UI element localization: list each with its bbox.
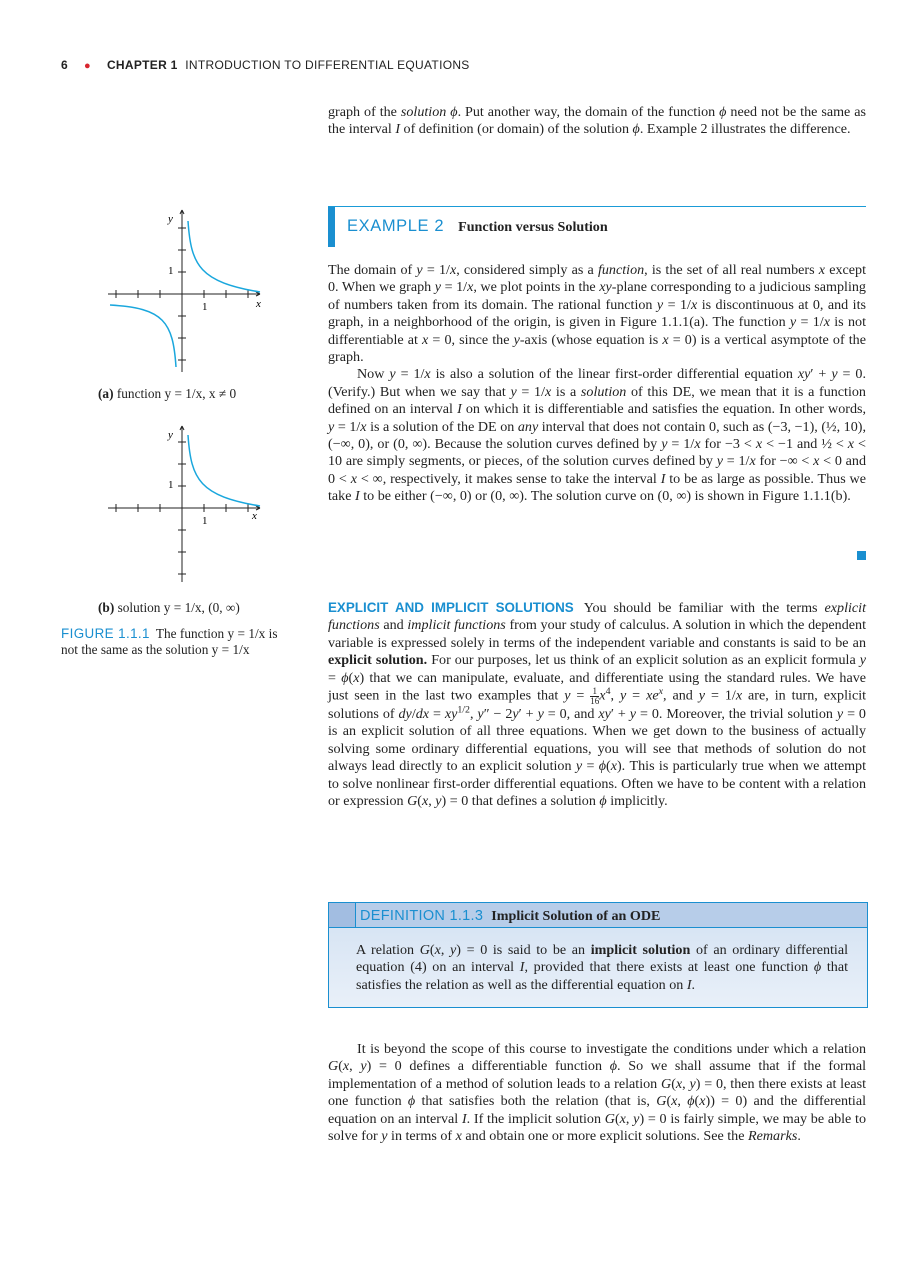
definition-accent-bar — [329, 903, 356, 927]
graph-solution-b — [100, 420, 280, 590]
figure-label: FIGURE 1.1.1 — [61, 626, 150, 641]
section-heading: EXPLICIT AND IMPLICIT SOLUTIONS — [328, 600, 574, 615]
figure-caption-text: The function y = 1/x is not the same as the solution y = 1/x — [61, 626, 278, 657]
page-number: 6 — [61, 58, 68, 72]
explicit-implicit-section: EXPLICIT AND IMPLICIT SOLUTIONS You should be familiar with the terms explicit functions and implicit functions from your study of calculus. A solution in which the dependent variable is expressed solely in terms of the independent variable and constants is said to be an explicit solution. For our purposes, let us think of an explicit solution as an explicit formula y = ϕ(x) that we can manipulate, evaluate, and differentiate using the standard rules. We have just seen in the last two examples that y = $\frac{1}{16}$ $x^4$, $y = xe^x$, and y = 1/x are, in turn, explicit solutions of $dy/dx = xy^{1/2}$, y″ − 2y′ + y = 0, and xy′ + y = 0. Moreover, the trivial solution y = 0 is an explicit solution of all three equations. When we get down to the business of actually solving some ordinary differential equations, you will see that methods of solution do not always lead directly to an explicit solution y = ϕ(x). This is particularly true when we attempt to solve nonlinear first-order differential equations. Often we have to be content with a relation or expression G(x, y) = 0 that defines a solution ϕ implicitly. — [328, 600, 867, 810]
tick-x-label: 1 — [202, 301, 208, 313]
caption-b — [98, 600, 240, 616]
running-header — [61, 58, 470, 72]
tick-y-label: 1 — [168, 265, 174, 277]
example-header — [328, 206, 866, 247]
caption-b-text: solution y = 1/x, (0, ∞) — [117, 600, 240, 615]
axis-x-label: x — [252, 510, 257, 522]
definition-header — [329, 903, 867, 928]
definition-label: DEFINITION 1.1.3 — [360, 908, 484, 924]
bullet-icon: ● — [83, 60, 91, 72]
curve-solution-branch — [188, 435, 260, 506]
figure-caption — [61, 626, 291, 658]
example-accent-bar — [328, 207, 335, 247]
chapter-label: CHAPTER 1 — [106, 58, 178, 72]
tick-y-label: 1 — [168, 479, 174, 491]
axis-x-label: x — [256, 298, 261, 310]
definition-title: Implicit Solution of an ODE — [491, 908, 661, 924]
definition-body: A relation G(x, y) = 0 is said to be an implicit solution of an ordinary differential equation (4) on an interval I, provided that there exists at least one function ϕ that satisfies the relation as well as the differential equation on I. — [356, 942, 848, 993]
tick-x-label: 1 — [202, 515, 208, 527]
caption-a — [98, 386, 236, 402]
example-title: Function versus Solution — [458, 219, 608, 235]
axis-y-label: y — [168, 429, 173, 441]
caption-a-tag: (a) — [98, 386, 114, 401]
caption-a-text: function y = 1/x, x ≠ 0 — [116, 386, 237, 401]
end-of-example-square — [857, 551, 866, 560]
example-body: The domain of y = 1/x, considered simply as a function, is the set of all real numbers x except 0. When we graph y = 1/x, we plot points in the xy-plane corresponding to a judicious sampling of numbers taken from its domain. The rational function y = 1/x is discontinuous at 0, and its graph, in a neighborhood of the origin, is given in Figure 1.1.1(a). The function y = 1/x is not differentiable at x = 0, since the y-axis (whose equation is x = 0) is a vertical asymptote of the graph. Now y = 1/x is also a solution of the linear first-order differential equation xy′ + y = 0. (Verify.) But when we say that y = 1/x is a solution of this DE, we mean that it is a function defined on an interval I on which it is differentiable and satisfies the equation. In other words, y = 1/x is a solution of the DE on any interval that does not contain 0, such as (−3, −1), (½, 10), (−∞, 0), or (0, ∞). Because the solution curves defined by y = 1/x for −3 < x < −1 and ½ < x < 10 are simply segments, or pieces, of the solution curves defined by y = 1/x for −∞ < x < 0 and 0 < x < ∞, respectively, it makes sense to take the interval I to be as large as possible. Thus we take I to be either (−∞, 0) or (0, ∞). The solution curve on (0, ∞) is shown in Figure 1.1.1(b). — [328, 262, 866, 505]
axis-y-label: y — [168, 213, 173, 225]
definition-box — [328, 902, 868, 1008]
curve-positive-branch — [188, 221, 260, 292]
curve-negative-branch — [110, 305, 176, 367]
intro-paragraph: graph of the solution ϕ. Put another way, the domain of the function ϕ need not be the same as the interval I of definition (or domain) of the solution ϕ. Example 2 illustrates the difference. — [328, 104, 866, 138]
caption-b-tag: (b) — [98, 600, 115, 615]
closing-paragraph: It is beyond the scope of this course to investigate the conditions under which a relation G(x, y) = 0 defines a differentiable function ϕ. So we shall assume that if the formal implementation of a method of solution leads to a relation G(x, y) = 0, then there exists at least one function ϕ that satisfies both the relation (that is, G(x, ϕ(x)) = 0) and the differential equation on an interval I. If the implicit solution G(x, y) = 0 is fairly simple, we may be able to solve for y in terms of x and obtain one or more explicit solutions. See the Remarks. — [328, 1041, 866, 1145]
example-label: EXAMPLE 2 — [347, 217, 445, 235]
graph-function-a — [100, 206, 280, 376]
chapter-title: INTRODUCTION TO DIFFERENTIAL EQUATIONS — [185, 58, 470, 72]
